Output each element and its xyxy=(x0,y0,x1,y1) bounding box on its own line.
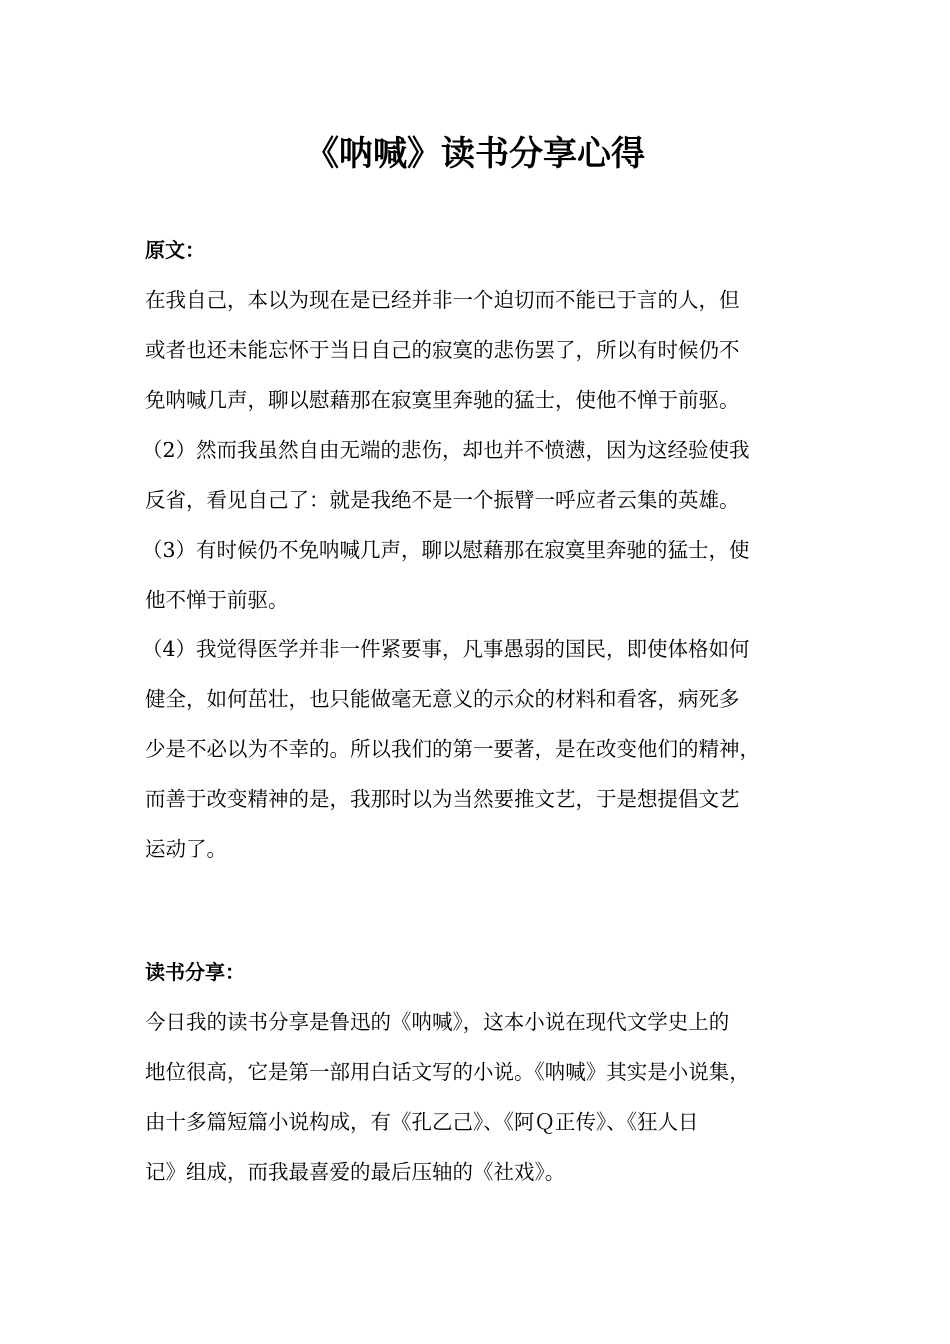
original-line: 在我自己，本以为现在是已经并非一个迫切而不能已于言的人，但 xyxy=(145,288,740,312)
original-line: 而善于改变精神的是，我那时以为当然要推文艺，于是想提倡文艺 xyxy=(145,787,740,811)
original-line: 少是不必以为不幸的。所以我们的第一要著，是在改变他们的精神， xyxy=(145,737,760,761)
share-line: 今日我的读书分享是鲁迅的《呐喊》，这本小说在现代文学史上的 xyxy=(145,1010,730,1034)
share-line: 由十多篇短篇小说构成，有《孔乙己》、《阿Ｑ正传》、《狂人日 xyxy=(145,1110,699,1134)
share-line: 地位很高，它是第一部用白话文写的小说。《呐喊》其实是小说集， xyxy=(145,1060,750,1084)
original-text-heading: 原文： xyxy=(145,238,205,262)
original-line: （2）然而我虽然自由无端的悲伤，却也并不愤懑，因为这经验使我 xyxy=(142,438,750,462)
share-line: 记》组成，而我最喜爱的最后压轴的《社戏》。 xyxy=(145,1160,566,1184)
original-line: （4）我觉得医学并非一件紧要事，凡事愚弱的国民，即使体格如何 xyxy=(142,637,750,661)
original-line: 反省，看见自己了：就是我绝不是一个振臂一呼应者云集的英雄。 xyxy=(145,488,740,512)
document-title: 《呐喊》读书分享心得 xyxy=(305,134,645,174)
original-line: 他不惮于前驱。 xyxy=(145,588,289,612)
original-line: 健全，如何茁壮，也只能做毫无意义的示众的材料和看客，病死多 xyxy=(145,687,740,711)
reading-share-heading: 读书分享： xyxy=(145,960,245,984)
original-line: 运动了。 xyxy=(145,837,227,861)
original-line: （3）有时候仍不免呐喊几声，聊以慰藉那在寂寞里奔驰的猛士，使 xyxy=(142,538,750,562)
original-line: 或者也还未能忘怀于当日自己的寂寞的悲伤罢了，所以有时候仍不 xyxy=(145,338,740,362)
original-line: 免呐喊几声，聊以慰藉那在寂寞里奔驰的猛士，使他不惮于前驱。 xyxy=(145,388,740,412)
